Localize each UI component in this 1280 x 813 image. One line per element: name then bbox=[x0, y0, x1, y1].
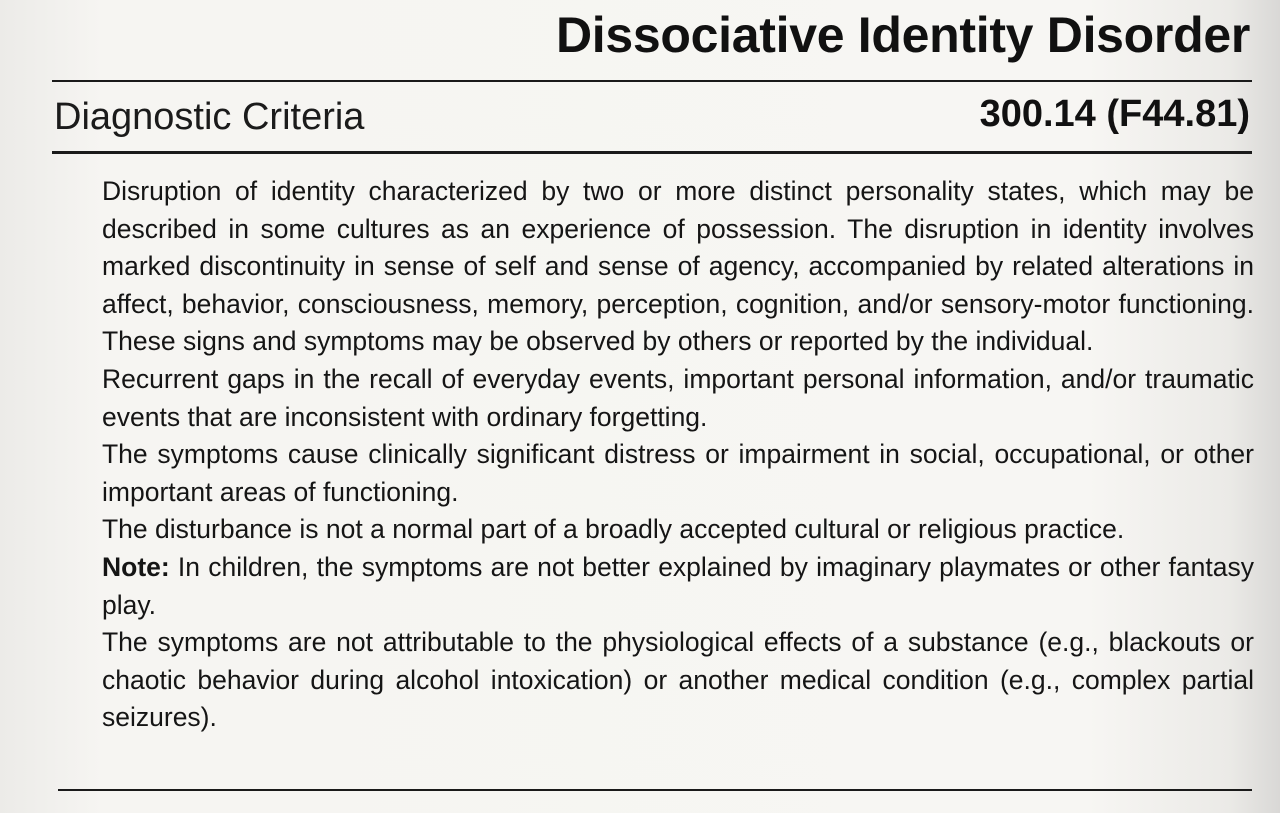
diagnostic-code: 300.14 (F44.81) bbox=[979, 93, 1250, 135]
bottom-divider bbox=[58, 789, 1252, 791]
criterion-d bbox=[102, 511, 1254, 624]
criterion-c: The symptoms cause clinically significant distress or impairment in social, occupational, or other important areas of functioning. bbox=[102, 439, 1254, 507]
top-divider bbox=[52, 80, 1252, 82]
note-label: Note: bbox=[102, 551, 170, 582]
heading-divider bbox=[52, 151, 1252, 154]
note-text: In children, the symptoms are not better explained by imaginary playmates or other fantasy play. bbox=[102, 551, 1254, 620]
criterion-d-text: The disturbance is not a normal part of a broadly accepted cultural or religious practice. bbox=[102, 514, 1125, 545]
criteria-list bbox=[102, 173, 1254, 737]
page-title: Dissociative Identity Disorder bbox=[555, 7, 1250, 63]
criterion-e: The symptoms are not attributable to the physiological effects of a substance (e.g., blackouts or chaotic behavior during alcohol intoxication) or another medical condition (e.g., complex partial seizures). bbox=[102, 627, 1254, 733]
criterion-b: Recurrent gaps in the recall of everyday events, important personal information, and/or traumatic events that are inconsistent with ordinary forgetting. bbox=[102, 363, 1254, 432]
section-heading: Diagnostic Criteria bbox=[54, 96, 365, 138]
criterion-a: Disruption of identity characterized by two or more distinct personality states, which may be described in some cultures as an experience of possession. The disruption in identity involves marked discontinuity in sense of self and sense of agency, accompanied by related alterations in affect, behavior, consciousness, memory, perception, cognition, and/or sensory-motor functioning. These signs and symptoms may be observed by others or reported by the individual. bbox=[102, 176, 1254, 357]
